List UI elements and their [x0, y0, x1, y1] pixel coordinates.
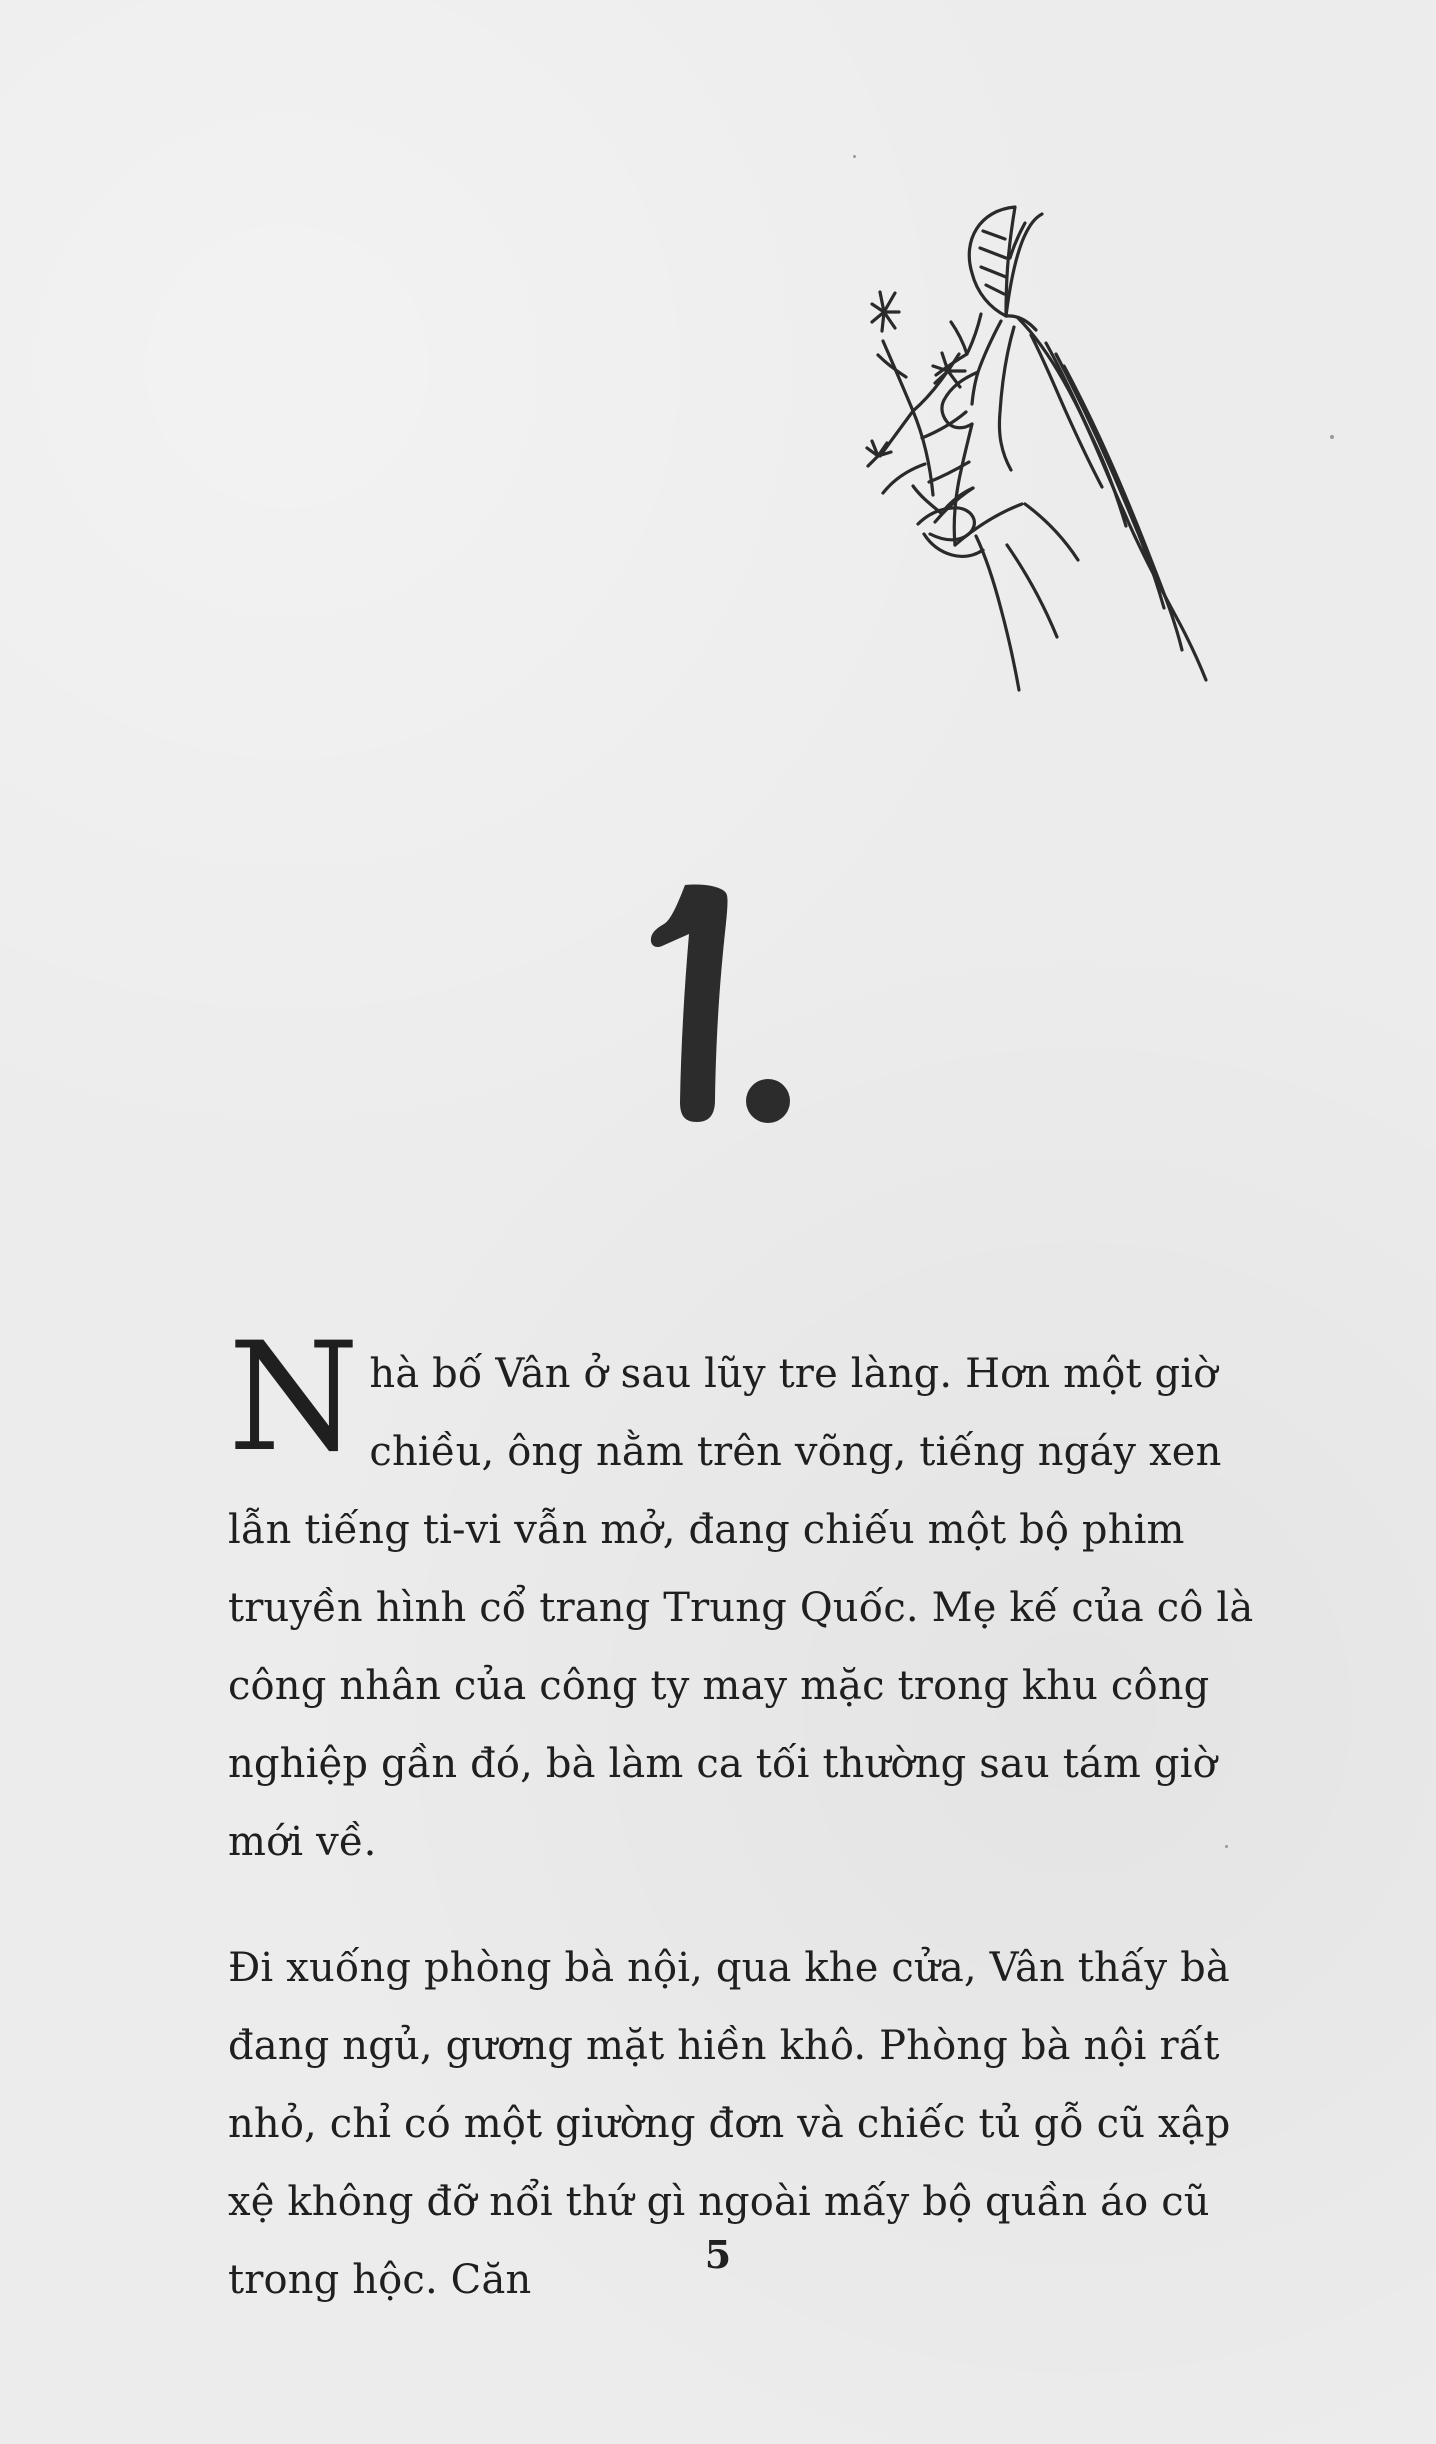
chapter-illustration: [860, 190, 1280, 710]
hair-outline-icon: [1018, 318, 1206, 680]
paragraph: [228, 1311, 1258, 1881]
paragraph-text: hà bố Vân ở sau lũy tre làng. Hơn một giờ chiều, ông nằm trên võng, tiếng ngáy xen lẫn tiếng ti-vi vẫn mở, đang chiếu một bộ phim truyền hình cổ trang Trung Quốc. Mẹ kế của cô là công nhân của công ty may mặc trong khu công nghiệp gần đó, bà làm ca tối thường sau tám giờ mới về.: [228, 1351, 1254, 1865]
chapter-number: [640, 875, 820, 1135]
chapter-body: [228, 1311, 1258, 2319]
paper-speck: [853, 155, 856, 158]
drop-cap: N: [228, 1311, 360, 1485]
paragraph-text: Đi xuống phòng bà nội, qua khe cửa, Vân thấy bà đang ngủ, gương mặt hiền khô. Phòng bà nội rất nhỏ, chỉ có một giường đơn và chiếc tủ gỗ cũ xập xệ không đỡ nổi thứ gì ngoài mấy bộ quần áo cũ trong hộc. Căn: [228, 1945, 1231, 2303]
page-number: 5: [704, 2232, 732, 2277]
paper-speck: [1330, 435, 1334, 439]
